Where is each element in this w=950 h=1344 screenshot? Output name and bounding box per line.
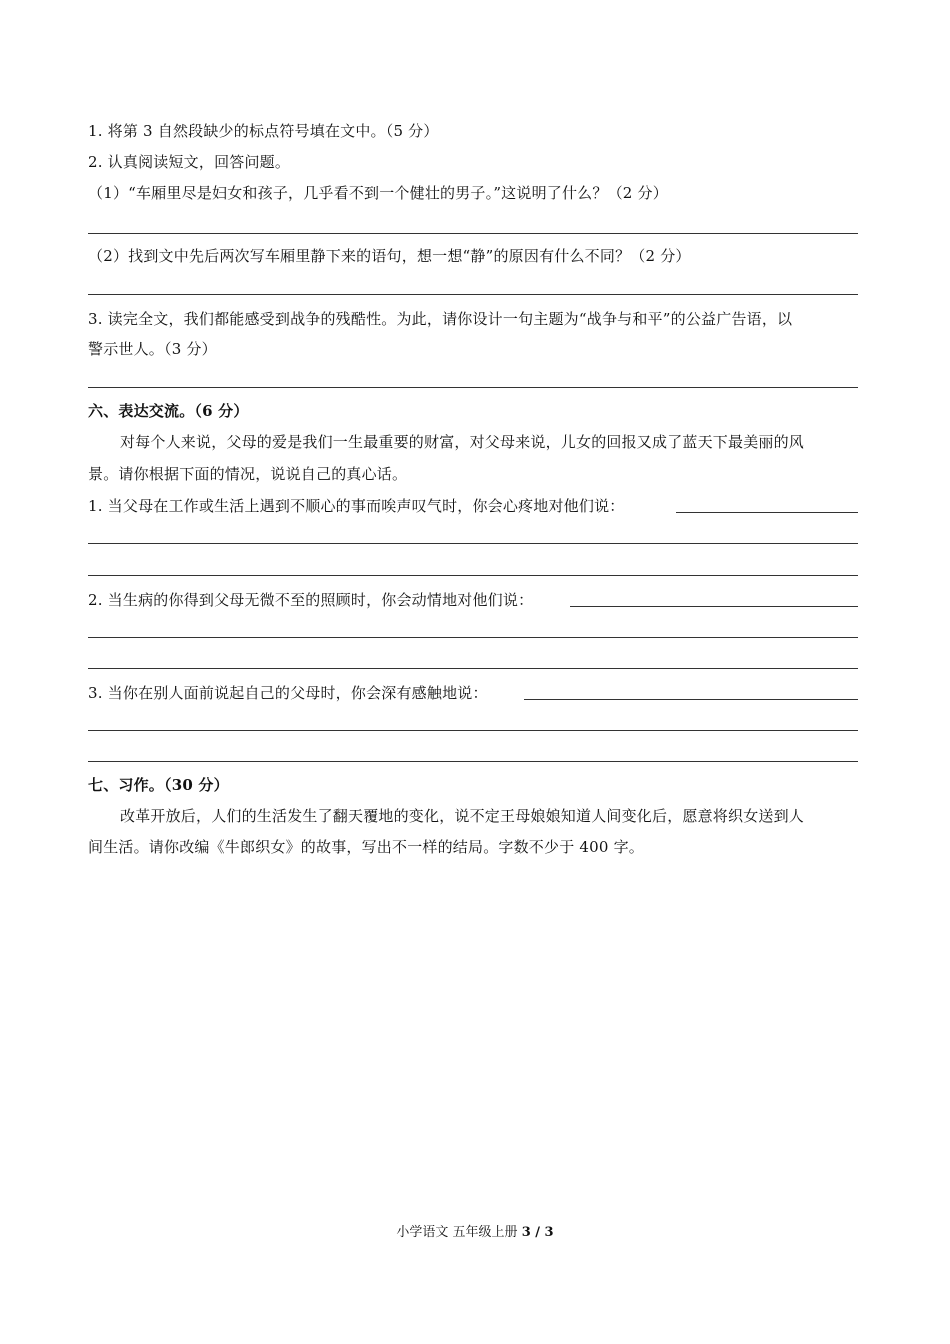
section-7-prompt-line1: 改革开放后，人们的生活发生了翻天覆地的变化，说不定王母娘娘知道人间变化后，愿意将织女送到人 — [120, 807, 805, 825]
answer-line[interactable] — [88, 668, 858, 669]
page-footer — [0, 1224, 950, 1242]
answer-line[interactable] — [88, 294, 858, 295]
section-7-heading: 七、习作。（30 分） — [88, 776, 229, 794]
answer-line[interactable] — [88, 575, 858, 576]
answer-line[interactable] — [88, 387, 858, 388]
section-6-intro-line2: 景。请你根据下面的情况，说说自己的真心话。 — [88, 465, 408, 483]
section-7-prompt-line2: 间生活。请你改编《牛郎织女》的故事，写出不一样的结局。字数不少于 400 字。 — [88, 838, 644, 856]
section-6-question-1-text: 1. 当父母在工作或生活上遇到不顺心的事而唉声叹气时，你会心疼地对他们说： — [88, 497, 625, 515]
section-6-question-2-text: 2. 当生病的你得到父母无微不至的照顾时，你会动情地对他们说： — [88, 591, 534, 609]
question-2: 2. 认真阅读短文，回答问题。 — [88, 153, 291, 171]
answer-line[interactable] — [88, 543, 858, 544]
answer-line[interactable] — [88, 730, 858, 731]
inline-answer-blank[interactable] — [524, 699, 858, 700]
sub-question-2: （2）找到文中先后两次写车厢里静下来的语句，想一想“静”的原因有什么不同？（2 分） — [88, 247, 691, 265]
inline-answer-blank[interactable] — [570, 606, 858, 607]
section-6-question-3-text: 3. 当你在别人面前说起自己的父母时，你会深有感触地说： — [88, 684, 488, 702]
answer-line[interactable] — [88, 637, 858, 638]
section-6-question-1 — [88, 496, 624, 516]
question-3-line2: 警示世人。（3 分） — [88, 340, 217, 358]
footer-subject: 小学语文 五年级上册 — [396, 1225, 518, 1240]
section-6-intro-line1: 对每个人来说，父母的爱是我们一生最重要的财富，对父母来说，儿女的回报又成了蓝天下最美丽的风 — [120, 433, 805, 451]
question-1: 1. 将第 3 自然段缺少的标点符号填在文中。（5 分） — [88, 122, 439, 140]
section-6-heading: 六、表达交流。（6 分） — [88, 402, 249, 420]
sub-question-1: （1）“车厢里尽是妇女和孩子，几乎看不到一个健壮的男子。”这说明了什么？（2 分） — [88, 184, 668, 202]
answer-line[interactable] — [88, 761, 858, 762]
inline-answer-blank[interactable] — [676, 512, 858, 513]
answer-line[interactable] — [88, 233, 858, 234]
section-6-question-2 — [88, 590, 533, 610]
page-number: 3 / 3 — [521, 1225, 554, 1240]
question-3-line1: 3. 读完全文，我们都能感受到战争的残酷性。为此，请你设计一句主题为“战争与和平”的公益广告语，以 — [88, 310, 793, 328]
section-6-question-3 — [88, 683, 488, 703]
